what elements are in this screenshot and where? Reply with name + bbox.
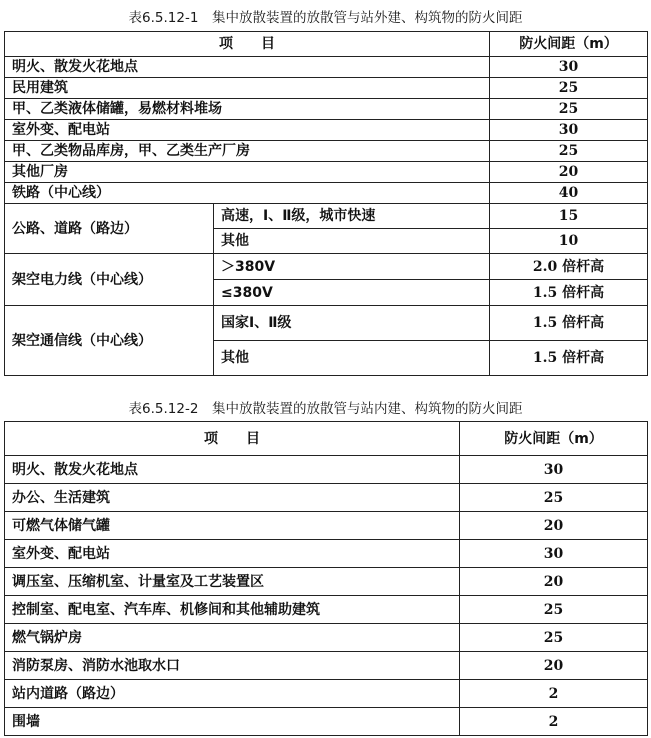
row-item: 站内道路（路边） <box>5 680 460 708</box>
row-item: 明火、散发火花地点 <box>5 57 490 78</box>
row-value: 25 <box>460 624 648 652</box>
table1-caption: 表6.5.12-1 集中放散装置的放散管与站外建、构筑物的防火间距 <box>128 10 523 26</box>
sub-item: ＞380V <box>214 254 490 280</box>
sub-item: 国家Ⅰ、Ⅱ级 <box>214 306 490 341</box>
table-row <box>5 652 648 680</box>
row-value: 30 <box>490 57 648 78</box>
header-distance: 防火间距（m） <box>460 422 648 456</box>
table-row <box>5 456 648 484</box>
row-value: 1.5 倍杆高 <box>490 306 648 341</box>
row-item: 甲、乙类液体储罐，易燃材料堆场 <box>5 99 490 120</box>
sub-item: ≤380V <box>214 280 490 306</box>
row-value: 25 <box>490 99 648 120</box>
header-distance: 防火间距（m） <box>490 32 648 57</box>
table-row <box>5 568 648 596</box>
row-value: 1.5 倍杆高 <box>490 341 648 376</box>
sub-item: 其他 <box>214 229 490 254</box>
row-item: 调压室、压缩机室、计量室及工艺装置区 <box>5 568 460 596</box>
group-item: 架空电力线（中心线） <box>5 254 214 306</box>
table-row <box>5 120 648 141</box>
table-row <box>5 183 648 204</box>
row-item: 燃气锅炉房 <box>5 624 460 652</box>
table-row <box>5 254 648 280</box>
row-value: 40 <box>490 183 648 204</box>
row-value: 25 <box>490 78 648 99</box>
table2 <box>4 421 648 736</box>
row-value: 20 <box>460 652 648 680</box>
row-value: 2 <box>460 708 648 736</box>
row-item: 铁路（中心线） <box>5 183 490 204</box>
table1 <box>4 31 648 376</box>
row-value: 30 <box>460 540 648 568</box>
row-item: 控制室、配电室、汽车库、机修间和其他辅助建筑 <box>5 596 460 624</box>
table-row <box>5 624 648 652</box>
table-row <box>5 57 648 78</box>
table-row <box>5 596 648 624</box>
row-item: 办公、生活建筑 <box>5 484 460 512</box>
group-item: 架空通信线（中心线） <box>5 306 214 376</box>
table-row <box>5 78 648 99</box>
row-value: 10 <box>490 229 648 254</box>
row-value: 15 <box>490 204 648 229</box>
table-row <box>5 162 648 183</box>
row-value: 25 <box>460 596 648 624</box>
table-row <box>5 99 648 120</box>
table-row <box>5 540 648 568</box>
row-item: 室外变、配电站 <box>5 120 490 141</box>
row-value: 30 <box>460 456 648 484</box>
row-value: 20 <box>490 162 648 183</box>
row-item: 室外变、配电站 <box>5 540 460 568</box>
row-value: 25 <box>460 484 648 512</box>
row-value: 30 <box>490 120 648 141</box>
row-item: 明火、散发火花地点 <box>5 456 460 484</box>
row-value: 20 <box>460 568 648 596</box>
row-item: 围墙 <box>5 708 460 736</box>
row-value: 2 <box>460 680 648 708</box>
header-item: 项 目 <box>5 32 490 57</box>
row-value: 25 <box>490 141 648 162</box>
sub-item: 其他 <box>214 341 490 376</box>
table-row <box>5 306 648 341</box>
group-item: 公路、道路（路边） <box>5 204 214 254</box>
header-item: 项 目 <box>5 422 460 456</box>
table2-header-row <box>5 422 648 456</box>
row-item: 可燃气体储气罐 <box>5 512 460 540</box>
row-value: 20 <box>460 512 648 540</box>
row-item: 消防泵房、消防水池取水口 <box>5 652 460 680</box>
table1-header-row <box>5 32 648 57</box>
row-item: 其他厂房 <box>5 162 490 183</box>
table2-caption: 表6.5.12-2 集中放散装置的放散管与站内建、构筑物的防火间距 <box>128 401 523 417</box>
sub-item: 高速，Ⅰ、Ⅱ级，城市快速 <box>214 204 490 229</box>
row-item: 民用建筑 <box>5 78 490 99</box>
row-value: 2.0 倍杆高 <box>490 254 648 280</box>
table-row <box>5 204 648 229</box>
table-row <box>5 680 648 708</box>
row-value: 1.5 倍杆高 <box>490 280 648 306</box>
table-row <box>5 141 648 162</box>
row-item: 甲、乙类物品库房，甲、乙类生产厂房 <box>5 141 490 162</box>
table-row <box>5 708 648 736</box>
table-row <box>5 484 648 512</box>
table-row <box>5 512 648 540</box>
